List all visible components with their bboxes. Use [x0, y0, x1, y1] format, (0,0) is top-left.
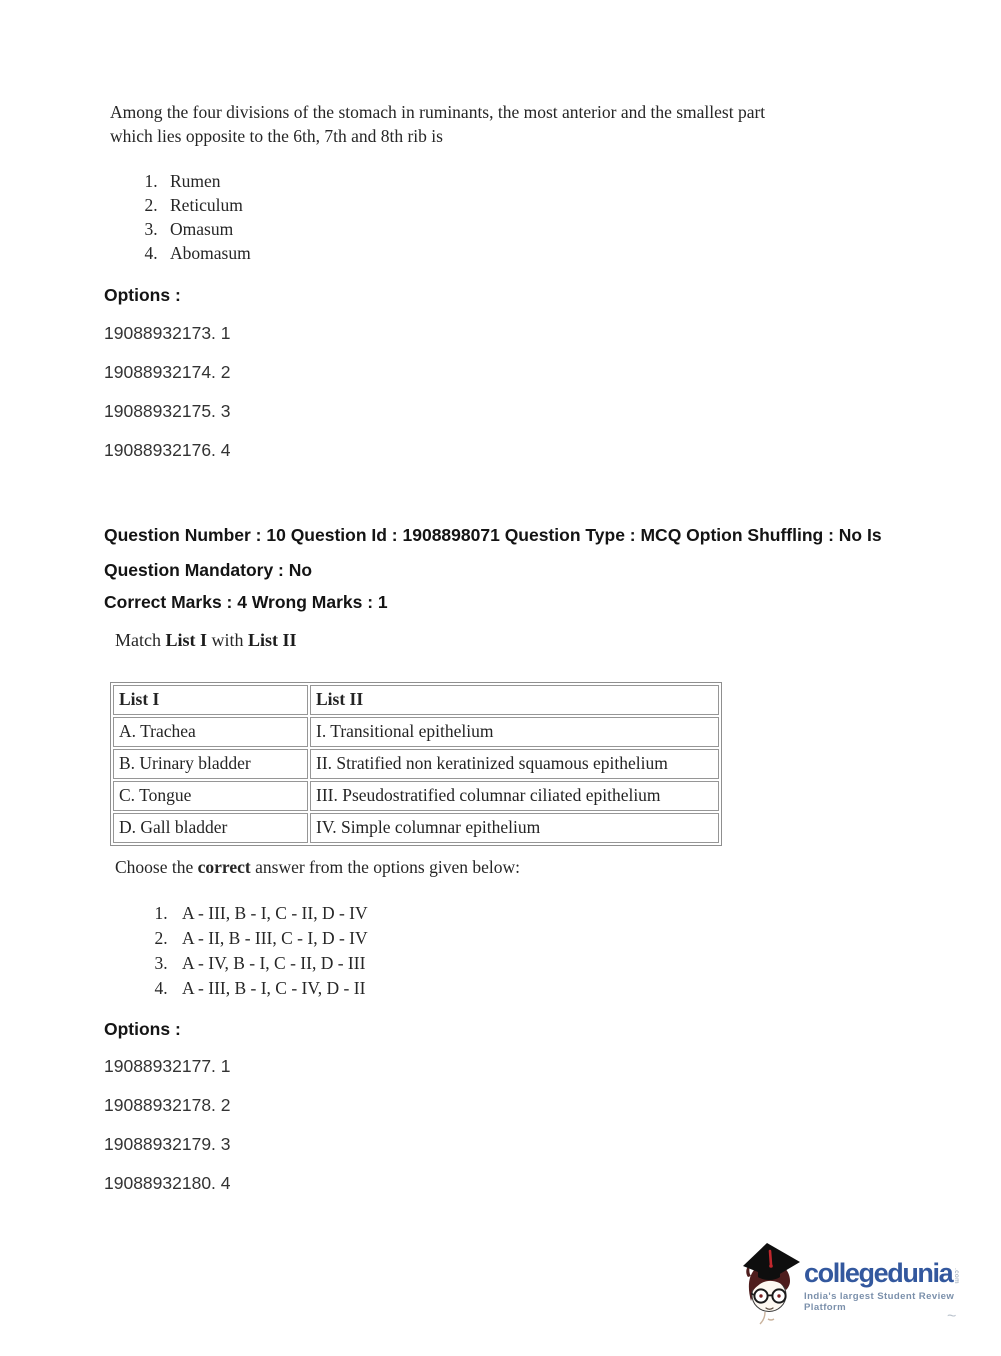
- table-cell: II. Stratified non keratinized squamous epithelium: [310, 749, 719, 779]
- table-row: [113, 749, 719, 779]
- question-choice-list: [136, 169, 251, 265]
- table-cell: IV. Simple columnar epithelium: [310, 813, 719, 843]
- table-row: [113, 813, 719, 843]
- table-header-row: [113, 685, 719, 715]
- option-id: 19088932174. 2: [104, 362, 231, 382]
- option-id: 19088932177. 1: [104, 1056, 231, 1076]
- question-prompt: [110, 100, 855, 148]
- list1-label: List I: [165, 630, 207, 650]
- table-cell: B. Urinary bladder: [113, 749, 308, 779]
- table-header-cell: List I: [113, 685, 308, 715]
- option-id: 19088932180. 4: [104, 1173, 231, 1193]
- choice-item: 1. Rumen: [162, 169, 251, 193]
- question-meta-line-2: Question Mandatory : No: [104, 560, 313, 580]
- option-id: 19088932173. 1: [104, 323, 231, 343]
- collegedunia-logo: [738, 1243, 978, 1327]
- brand-tagline: India's largest Student Review Platform: [804, 1291, 955, 1313]
- question-meta-line-1: Question Number : 10 Question Id : 1908898071 Question Type : MCQ Option Shuffling : No Is: [104, 525, 882, 545]
- option-id-list: [104, 324, 231, 480]
- option-id: 19088932175. 3: [104, 401, 231, 421]
- match-heading: [115, 630, 297, 651]
- table-row: [113, 717, 719, 747]
- choose-answer-line: [115, 857, 520, 878]
- table-header-cell: List II: [310, 685, 719, 715]
- table-cell: III. Pseudostratified columnar ciliated epithelium: [310, 781, 719, 811]
- table-cell: I. Transitional epithelium: [310, 717, 719, 747]
- answer-option-item: 3. A - IV, B - I, C - II, D - III: [172, 951, 368, 976]
- answer-option-item: 2. A - II, B - III, C - I, D - IV: [172, 926, 368, 951]
- mascot-icon: [738, 1243, 802, 1327]
- choose-line-bold: correct: [197, 857, 251, 877]
- choose-line-text: Choose the: [115, 857, 198, 877]
- option-id-list: [104, 1057, 231, 1213]
- choice-item: 4. Abomasum: [162, 241, 251, 265]
- option-id: 19088932176. 4: [104, 440, 231, 460]
- options-label: Options :: [104, 1019, 181, 1039]
- corner-squiggle: ~: [947, 1308, 957, 1325]
- question-meta: [104, 518, 944, 588]
- answer-option-item: 1. A - III, B - I, C - II, D - IV: [172, 901, 368, 926]
- answer-option-item: 4. A - III, B - I, C - IV, D - II: [172, 976, 368, 1001]
- match-heading-text: with: [207, 630, 249, 650]
- match-list-table: [110, 682, 722, 846]
- table-cell: D. Gall bladder: [113, 813, 308, 843]
- choice-item: 3. Omasum: [162, 217, 251, 241]
- list2-label: List II: [248, 630, 297, 650]
- answer-option-list: [144, 901, 368, 1001]
- brand-suffix: .com: [953, 1267, 961, 1284]
- option-id: 19088932178. 2: [104, 1095, 231, 1115]
- table-cell: C. Tongue: [113, 781, 308, 811]
- options-label: Options :: [104, 285, 181, 305]
- question-prompt-line-2: which lies opposite to the 6th, 7th and 8th rib is: [110, 126, 443, 146]
- table-cell: A. Trachea: [113, 717, 308, 747]
- choose-line-text: answer from the options given below:: [250, 857, 521, 877]
- table-row: [113, 781, 719, 811]
- marks-line: Correct Marks : 4 Wrong Marks : 1: [104, 592, 388, 612]
- match-heading-text: Match: [115, 630, 166, 650]
- question-prompt-line-1: Among the four divisions of the stomach in ruminants, the most anterior and the smallest part: [110, 102, 766, 122]
- option-id: 19088932179. 3: [104, 1134, 231, 1154]
- brand-name: collegedunia: [804, 1258, 953, 1288]
- choice-item: 2. Reticulum: [162, 193, 251, 217]
